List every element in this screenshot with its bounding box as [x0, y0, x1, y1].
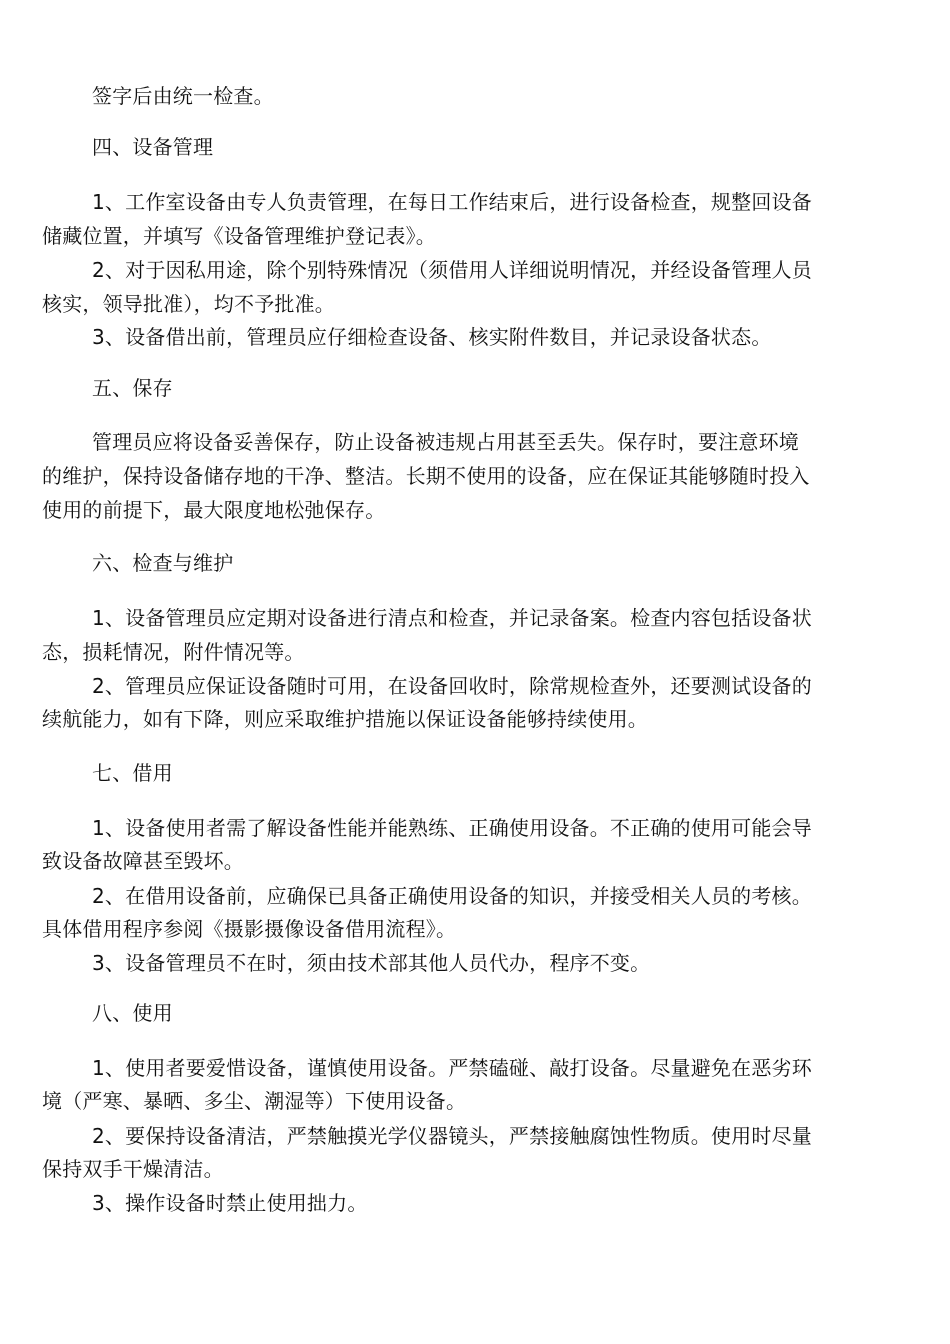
section-heading-7: 七、借用: [92, 761, 173, 785]
paragraph-line: 2、要保持设备清洁，严禁触摸光学仪器镜头，严禁接触腐蚀性物质。使用时尽量: [92, 1124, 812, 1148]
paragraph-line: 续航能力，如有下降，则应采取维护措施以保证设备能够持续使用。: [42, 707, 648, 731]
paragraph-line: 3、操作设备时禁止使用拙力。: [92, 1191, 368, 1215]
paragraph-line: 3、设备管理员不在时，须由技术部其他人员代办，程序不变。: [92, 951, 651, 975]
paragraph-line: 的维护，保持设备储存地的干净、整洁。长期不使用的设备，应在保证其能够随时投入: [42, 464, 810, 488]
paragraph-line: 使用的前提下，最大限度地松弛保存。: [42, 498, 386, 522]
paragraph-line: 态，损耗情况，附件情况等。: [42, 640, 305, 664]
paragraph-line: 核实，领导批准），均不予批准。: [42, 292, 335, 316]
paragraph-line: 2、在借用设备前，应确保已具备正确使用设备的知识，并接受相关人员的考核。: [92, 884, 812, 908]
paragraph-line: 致设备故障甚至毁坏。: [42, 849, 244, 873]
paragraph-line: 签字后由统一检查。: [92, 84, 274, 108]
paragraph-line: 管理员应将设备妥善保存，防止设备被违规占用甚至丢失。保存时，要注意环境: [92, 430, 799, 454]
paragraph-line: 2、对于因私用途，除个别特殊情况（须借用人详细说明情况，并经设备管理人员: [92, 258, 812, 282]
section-heading-4: 四、设备管理: [92, 135, 214, 159]
section-heading-8: 八、使用: [92, 1001, 173, 1025]
paragraph-line: 具体借用程序参阅《摄影摄像设备借用流程》。: [42, 917, 457, 941]
paragraph-line: 1、工作室设备由专人负责管理，在每日工作结束后，进行设备检查，规整回设备: [92, 190, 812, 214]
paragraph-line: 境（严寒、暴晒、多尘、潮湿等）下使用设备。: [42, 1089, 467, 1113]
paragraph-line: 保持双手干燥清洁。: [42, 1157, 224, 1181]
section-heading-6: 六、检查与维护: [92, 551, 234, 575]
paragraph-line: 储藏位置，并填写《设备管理维护登记表》。: [42, 224, 436, 248]
paragraph-line: 1、使用者要爱惜设备，谨慎使用设备。严禁磕碰、敲打设备。尽量避免在恶劣环: [92, 1056, 812, 1080]
paragraph-line: 2、管理员应保证设备随时可用，在设备回收时，除常规检查外，还要测试设备的: [92, 674, 812, 698]
paragraph-line: 1、设备使用者需了解设备性能并能熟练、正确使用设备。不正确的使用可能会导: [92, 816, 812, 840]
paragraph-line: 3、设备借出前，管理员应仔细检查设备、核实附件数目，并记录设备状态。: [92, 325, 772, 349]
paragraph-line: 1、设备管理员应定期对设备进行清点和检查，并记录备案。检查内容包括设备状: [92, 606, 812, 630]
section-heading-5: 五、保存: [92, 376, 173, 400]
